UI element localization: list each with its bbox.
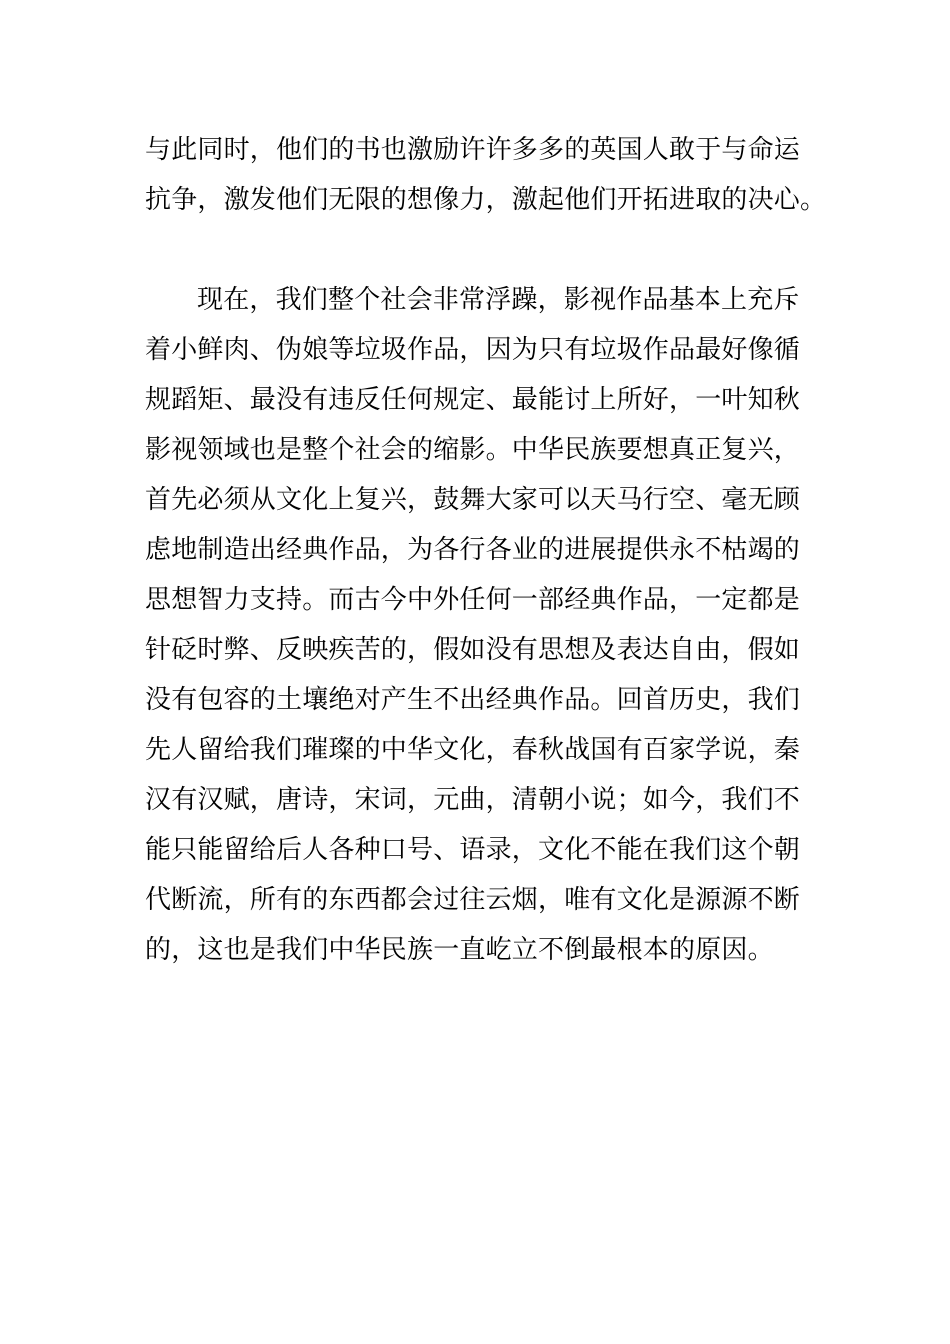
paragraph-line: 思想智力支持。而古今中外任何一部经典作品，一定都是 bbox=[145, 585, 801, 615]
paragraph-main bbox=[145, 275, 807, 975]
paragraph-line: 与此同时，他们的书也激励许许多多的英国人敢于与命运 bbox=[145, 135, 801, 165]
paragraph-line: 先人留给我们璀璨的中华文化，春秋战国有百家学说，秦 bbox=[145, 735, 801, 765]
paragraph-line: 虑地制造出经典作品，为各行各业的进展提供永不枯竭的 bbox=[145, 535, 801, 565]
paragraph-line: 着小鲜肉、伪娘等垃圾作品，因为只有垃圾作品最好像循 bbox=[145, 335, 801, 365]
paragraph-line: 汉有汉赋，唐诗，宋词，元曲，清朝小说；如今，我们不 bbox=[145, 785, 801, 815]
paragraph-continuation bbox=[145, 125, 827, 225]
paragraph-line: 能只能留给后人各种口号、语录，文化不能在我们这个朝 bbox=[145, 835, 801, 865]
paragraph-line: 没有包容的土壤绝对产生不出经典作品。回首历史，我们 bbox=[145, 685, 801, 715]
paragraph-line: 抗争，激发他们无限的想像力，激起他们开拓进取的决心。 bbox=[145, 185, 827, 215]
paragraph-line: 首先必须从文化上复兴，鼓舞大家可以天马行空、毫无顾 bbox=[145, 485, 801, 515]
paragraph-line: 规蹈矩、最没有违反任何规定、最能讨上所好，一叶知秋 bbox=[145, 385, 801, 415]
paragraph-line: 影视领域也是整个社会的缩影。中华民族要想真正复兴， bbox=[145, 435, 801, 465]
paragraph-first-line: 现在，我们整个社会非常浮躁，影视作品基本上充斥 bbox=[197, 285, 800, 315]
paragraph-line: 针砭时弊、反映疾苦的，假如没有思想及表达自由，假如 bbox=[145, 635, 801, 665]
paragraph-line: 的，这也是我们中华民族一直屹立不倒最根本的原因。 bbox=[145, 935, 774, 965]
paragraph-line: 代断流，所有的东西都会过往云烟，唯有文化是源源不断 bbox=[145, 885, 801, 915]
